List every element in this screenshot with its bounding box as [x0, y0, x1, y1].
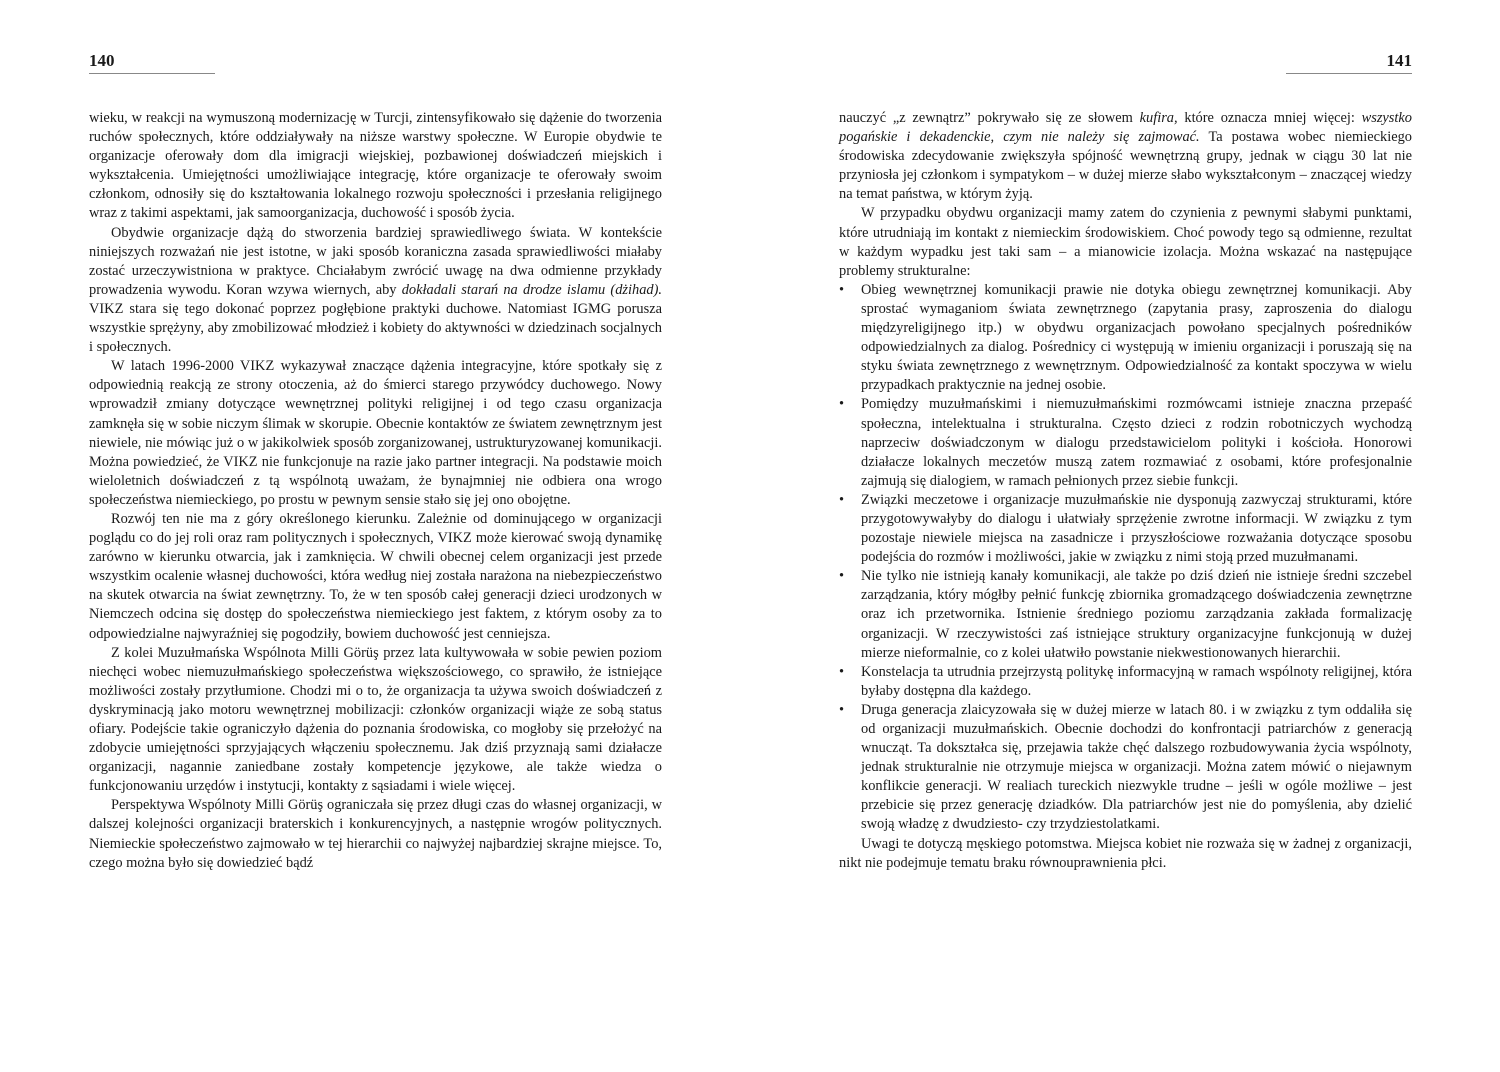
paragraph: W latach 1996-2000 VIKZ wykazywał znaczące dążenia integracyjne, które spotkały się z odpowiednią reakcją ze strony otoczenia, aż do śmierci starego przywódcy duchowego. Nowy wprowadził zmiany dotyczące wewnętrznej polityki religijnej i od tego czasu organizacja zamknęła się w sobie niczym ślimak w skorupie. Obecnie kontaktów ze światem zewnętrznym jest niewiele, nie mówiąc już o w jakikolwiek sposób zorganizowanej, ustrukturyzowanej komunikacji. Można powiedzieć, że VIKZ nie funkcjonuje na razie jako partner integracji. Na podstawie moich wieloletnich doświadczeń z tą wspólnotą uważam, że bynajmniej nie odbiera ona wrogo społeczeństwa niemieckiego, po prostu w pewnym sensie stało się jej ono obojętne. — [89, 358, 662, 508]
list-item — [839, 567, 1412, 662]
list-item — [839, 281, 1412, 396]
paragraph: Uwagi te dotyczą męskiego potomstwa. Miejsca kobiet nie rozważa się w żadnej z organizacji, nikt nie podejmuje tematu braku równouprawnienia płci. — [839, 835, 1412, 871]
paragraph: Perspektywa Wspólnoty Milli Görüş ograniczała się przez długi czas do własnej organizacji, w dalszej kolejności organizacji braterskich i konkurencyjnych, a następnie wrogów politycznych. Niemieckie społeczeństwo zajmowało w tej hierarchii co najwyżej najbardziej skrajne miejsce. To, czego można było się dowiedzieć bądź — [89, 797, 662, 871]
paragraph-text: Ta postawa wobec niemieckiego środowiska zdecydowanie zwiększyła spójność wewnętrzną grupy, jednak w ciągu 30 lat nie przyniosła jej członkom i sympatykom – w dużej mierze słabo wykształconym – znaczącej wiedzy na temat państwa, w którym żyją. — [839, 129, 1412, 203]
list-item — [839, 663, 1412, 701]
paragraph: Rozwój ten nie ma z góry określonego kierunku. Zależnie od dominującego w organizacji poglądu co do jej roli oraz ram politycznych i społecznych, VIKZ może kierować swoją dynamikę zarówno w kierunku otwarcia, jak i zamknięcia. W chwili obecnej celem organizacji jest przede wszystkim ocalenie własnej duchowości, która według niej została narażona na niebezpieczeństwo na skutek otwarcia na świat zewnętrzny. To, że w ten sposób całej generacji dzieci urodzonych w Niemczech odcina się dostęp do społeczeństwa niemieckiego jest faktem, z którym osoby za to odpowiedzialne najwyraźniej się pogodziły, bowiem duchowość jest cenniejsza. — [89, 510, 662, 642]
list-item — [839, 491, 1412, 567]
list-item — [839, 395, 1412, 490]
italic-phrase: wszystko pogańskie i dekadenckie, czym nie należy się zajmować. — [839, 110, 1412, 146]
italic-phrase: dokładali starań na drodze islamu (dżihad). — [401, 281, 662, 298]
list-item-text: Nie tylko nie istnieją kanały komunikacji, ale także po dziś dzień nie istnieje średni szczebel zarządzania, który mógłby pełnić funkcję zbiornika gromadzącego doświadczenia zewnętrzne oraz ich przetwornika. Istnienie średniego poziomu zarządzania zakłada formalizację organizacji. W rzeczywistości zaś istniejące struktury organizacyjne funkcjonują w dużej mierze nieformalnie, co z kolei ułatwiło powstanie niekwestionowanych hierarchii. — [861, 568, 1412, 661]
right-page — [839, 0, 1412, 1072]
paragraph-text: nauczyć „z zewnątrz” pokrywało się ze słowem — [839, 110, 1140, 126]
left-page — [89, 0, 662, 1072]
list-item-text: Obieg wewnętrznej komunikacji prawie nie dotyka obiegu zewnętrznej komunikacji. Aby sprostać wymaganiom świata zewnętrznego (zapytania prasy, zaproszenia do dialogu międzyreligijnego itp.) w obydwu organizacjach powołano specjalnych pośredników odpowiedzialnych za dialog. Pośrednicy ci występują w imieniu organizacji i poruszają się na styku świata zewnętrznego z wewnętrznym. Odpowiedzialność za kontakt spoczywa w wielu przypadkach praktycznie na jednej osobie. — [861, 281, 1412, 394]
right-page-body — [839, 109, 1412, 873]
page-number: 141 — [1386, 51, 1412, 70]
bullet-icon: • — [839, 281, 845, 298]
paragraph — [839, 109, 1412, 204]
paragraph — [89, 224, 662, 358]
list-item-text: Pomiędzy muzułmańskimi i niemuzułmańskimi rozmówcami istnieje znaczna przepaść społeczna, intelektualna i strukturalna. Często dzieci z rodzin robotniczych wychodzą naprzeciw doświadczonym w dialogu przedstawicielom polityki i kościoła. Honorowi działacze lokalnych meczetów muszą zatem rozmawiać z osobami, które profesjonalnie zajmują się dialogiem, w ramach pełnionych przez siebie funkcji. — [861, 396, 1412, 489]
bullet-icon: • — [839, 663, 845, 680]
page-number: 140 — [89, 51, 115, 70]
bullet-icon: • — [839, 396, 845, 413]
list-item-text: Związki meczetowe i organizacje muzułmańskie nie dysponują zazwyczaj strukturami, które przygotowywałyby do dialogu i ułatwiały sprzężenie zwrotne informacji. W związku z tym pozostaje niewiele miejsca na zasadnicze i przyszłościowe rozważania dotyczące sposobu podejścia do rozmów i możliwości, jakie w związku z nimi stoją przed muzułmanami. — [861, 491, 1412, 566]
bullet-icon: • — [839, 701, 845, 718]
paragraph: W przypadku obydwu organizacji mamy zatem do czynienia z pewnymi słabymi punktami, które utrudniają im kontakt z niemieckim środowiskiem. Choć powody tego są odmienne, rezultat w każdym wypadku jest taki sam – a mianowicie izolacja. Można wskazać na następujące problemy strukturalne: — [839, 205, 1412, 279]
left-page-body — [89, 109, 662, 873]
paragraph-text: które oznacza mniej więcej: — [1177, 110, 1362, 126]
paragraph: wieku, w reakcji na wymuszoną modernizację w Turcji, zintensyfikowało się dążenie do tworzenia ruchów społecznych, które oddziaływały na niższe warstwy społeczne. W Europie obydwie te organizacje oferowały dom dla imigracji wiejskiej, pozbawionej doświadczeń miejskich i wykształcenia. Umiejętności umożliwiające integrację, które organizacje te oferowały swoim członkom, odnosiły się do kształtowania lokalnego rozwoju społeczności i przesłania religijnego wraz z takimi aspektami, jak samoorganizacja, duchowość i sposób życia. — [89, 110, 662, 222]
italic-phrase: kufira, — [1139, 110, 1178, 126]
list-item-text: Druga generacja zlaicyzowała się w dużej mierze w latach 80. i w związku z tym oddaliła się od organizacji muzułmańskich. Obecnie dochodzi do konfrontacji patriarchów z generacją wnucząt. Ta dokształca się, przejawia także chęć dalszego rozbudowywania życia wspólnoty, jednak strukturalnie nie otrzymuje miejsca w organizacji. Można zatem mówić o niejawnym konflikcie generacji. W realiach tureckich niezwykle trudne – jeśli w ogóle możliwe – jest przebicie się przez generację dziadków. Dla patriarchów jest nie do pomyślenia, aby dzielić swoją władzę z dwudziesto- czy trzydziestolatkami. — [861, 701, 1412, 833]
paragraph-text: Obydwie organizacje dążą do stworzenia bardziej sprawiedliwego świata. W kontekście niniejszych rozważań nie jest istotne, w jaki sposób koraniczna zasada sprawiedliwości miałaby zostać urzeczywistniona w praktyce. Chciałabym zwrócić uwagę na dwa odmienne przykłady prowadzenia wywodu. Koran wzywa wiernych, aby — [89, 224, 662, 298]
bullet-list — [839, 281, 1412, 835]
paragraph-text: VIKZ stara się tego dokonać poprzez pogłębione praktyki duchowe. Natomiast IGMG porusza wszystkie sprężyny, aby zmobilizować młodzież i kobiety do aktywności w dziedzinach socjalnych i społecznych. — [89, 300, 662, 356]
list-item — [839, 701, 1412, 835]
header-rule — [1286, 73, 1412, 74]
paragraph: Z kolei Muzułmańska Wspólnota Milli Görüş przez lata kultywowała w sobie pewien poziom niechęci wobec niemuzułmańskiego społeczeństwa większościowego, co sprawiło, że istniejące możliwości zostały przytłumione. Chodzi mi o to, że organizacja ta używa swoich doświadczeń z dyskryminacją jako motoru wewnętrznej mobilizacji: członków organizacji wiąże ze sobą status ofiary. Podejście takie ograniczyło dążenia do poznania środowiska, co mogłoby się przełożyć na zdobycie umiejętności sprzyjających włączeniu społecznemu. Jak dziś przyznają sami działacze organizacji, nagannie zaniedbane zostały kompetencje językowe, ale także wiedza o funkcjonowaniu urzędów i instytucji, kontakty z sąsiadami i wiele więcej. — [89, 644, 662, 795]
bullet-icon: • — [839, 491, 845, 508]
list-item-text: Konstelacja ta utrudnia przejrzystą politykę informacyjną w ramach wspólnoty religijnej, która byłaby dostępna dla każdego. — [861, 663, 1412, 699]
header-rule — [89, 73, 215, 74]
bullet-icon: • — [839, 568, 845, 585]
